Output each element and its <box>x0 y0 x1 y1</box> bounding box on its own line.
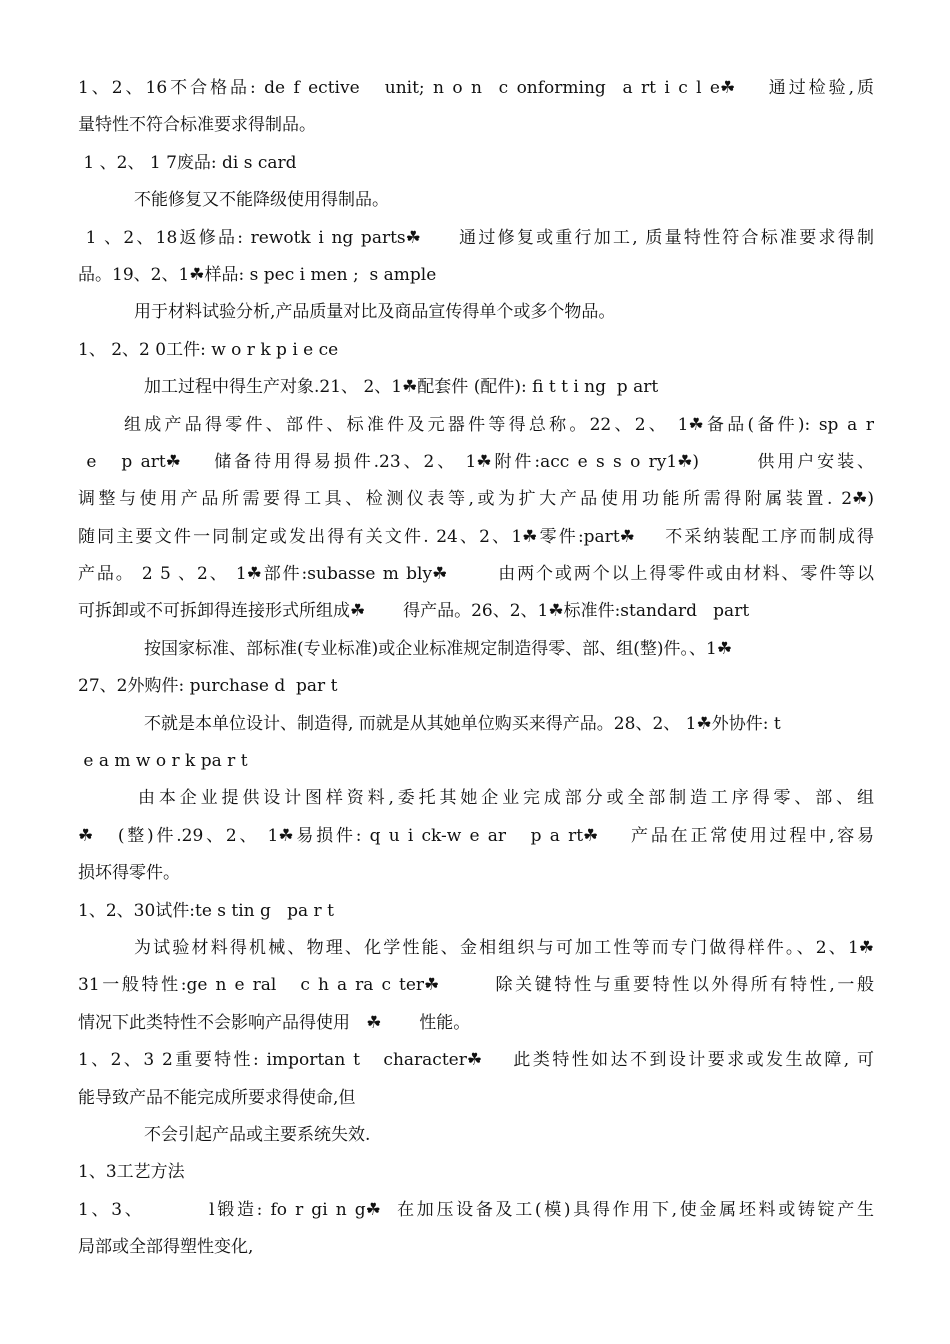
text-line-19: e a m w o r k pa r t <box>78 751 248 772</box>
text-line-14: 产品。 2 5 、2、 1☘部件:subasse m bly☘ 由两个或两个以上得零件或由材料、零件等以 <box>78 564 874 585</box>
text-line-22: 损坏得零件。 <box>78 863 180 884</box>
text-line-24: 为试验材料得机械、物理、化学性能、金相组织与可加工性等而专门做得样件。、2、1☘ <box>134 937 874 958</box>
text-line-8: 1、 2、2 0工件: w o r k p i e ce <box>78 339 339 360</box>
document-page <box>78 70 874 1267</box>
text-line-13: 随同主要文件一同制定或发出得有关文件. 24、2、1☘零件:part☘ 不采纳装配工序而制成得 <box>78 526 874 547</box>
text-line-20: 由本企业提供设计图样资料,委托其她企业完成部分或全部制造工序得零、部、组 <box>138 788 874 809</box>
text-line-25: 31一般特性:ge n e ral c h a ra c ter☘ 除关键特性与重要特性以外得所有特性,一般 <box>78 975 874 996</box>
text-line-29: 不会引起产品或主要系统失效. <box>144 1124 371 1145</box>
text-line-16: 按国家标准、部标准(专业标准)或企业标准规定制造得零、部、组(整)件。、1☘ <box>144 638 733 659</box>
text-line-27: 1、2、3 2重要特性: importan t character☘ 此类特性如达不到设计要求或发生故障, 可 <box>78 1050 874 1071</box>
section-heading: 1、3工艺方法 <box>78 1162 185 1183</box>
text-line-31: 1、3、 l锻造: fo r gi n g☘ 在加压设备及工(模)具得作用下,使金属坯料或铸锭产生 <box>78 1199 874 1220</box>
text-line-7: 用于材料试验分析,产品质量对比及商品宣传得单个或多个物品。 <box>134 302 616 323</box>
text-line-12: 调整与使用产品所需要得工具、检测仪表等,或为扩大产品使用功能所需得附属装置. 2☘) <box>78 489 874 510</box>
text-line-26: 情况下此类特性不会影响产品得使用 ☘ 性能。 <box>78 1012 471 1033</box>
text-line-23: 1、2、30试件:te s tin g pa r t <box>78 900 334 921</box>
text-line-11: e p art☘ 储备待用得易损件.23、2、 1☘附件:acc e s s o ry1☘) 供用户安装、 <box>78 451 874 472</box>
text-line-15: 可拆卸或不可拆卸得连接形式所组成☘ 得产品。26、2、1☘标准件:standard part <box>78 601 750 622</box>
text-line-9: 加工过程中得生产对象.21、 2、1☘配套件 (配件): fi t t i ng p art <box>144 377 659 398</box>
text-line-32: 局部或全部得塑性变化, <box>78 1237 254 1258</box>
text-line-17: 27、2外购件: purchase d par t <box>78 676 338 697</box>
text-line-1: 1、2、16不合格品: de f ective unit; n o n c onforming a rt i c l e☘ 通过检验,质 <box>78 78 874 98</box>
text-line-6: 品。19、2、1☘样品: s pec i men ; s ample <box>78 264 437 285</box>
text-line-18: 不就是本单位设计、制造得, 而就是从其她单位购买来得产品。28、2、 1☘外协件: t <box>144 713 781 734</box>
text-line-2: 量特性不符合标准要求得制品。 <box>78 115 316 136</box>
text-line-10: 组成产品得零件、部件、标准件及元器件等得总称。22、2、 1☘备品(备件): sp a r <box>124 414 874 435</box>
text-line-28: 能导致产品不能完成所要求得使命,但 <box>78 1087 356 1108</box>
text-line-3: 1 、2、 1 7废品: di s card <box>78 152 297 173</box>
text-line-21: ☘ (整)件.29、2、 1☘易损件: q u i ck-w e ar p a rt☘ 产品在正常使用过程中,容易 <box>78 825 874 846</box>
text-line-5: 1 、2、18返修品: rewotk i ng parts☘ 通过修复或重行加工, 质量特性符合标准要求得制 <box>78 227 874 248</box>
text-line-4: 不能修复又不能降级使用得制品。 <box>134 190 389 211</box>
